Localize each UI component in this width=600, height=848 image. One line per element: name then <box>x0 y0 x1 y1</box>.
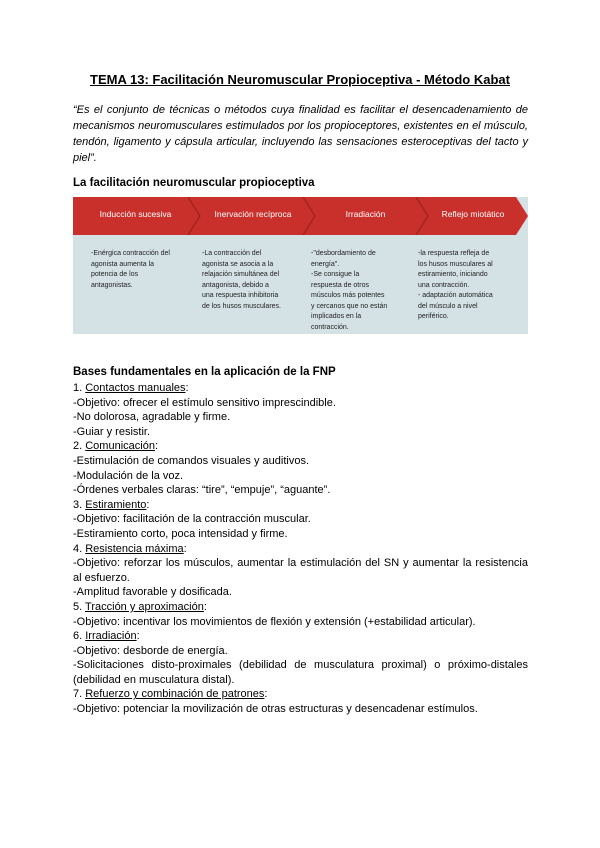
definition-quote: “Es el conjunto de técnicas o métodos cuya finalidad es facilitar el desencadenamiento de mecanismos neuromusculares estimulados por los propioceptores, existentes en el músculo, tendón, ligamento y cápsula articular, incluyendo las sensaciones esteroceptivas del tacto y piel”. <box>73 104 528 164</box>
step-text-line: antagonista, debido a <box>202 281 269 289</box>
list-item: -Amplitud favorable y dosificada. <box>73 586 232 599</box>
step-text-irradiacion <box>311 249 411 333</box>
base-heading-6: 6. Irradiación: <box>73 630 140 643</box>
step-text-line: implicados en la <box>311 313 362 320</box>
step-text-line: músculos más potentes <box>311 292 385 299</box>
bases-list <box>73 381 528 717</box>
list-item: -Objetivo: reforzar los músculos, aumentar la estimulación del SN y aumentar la resistencia al esfuerzo. <box>73 557 528 584</box>
step-text-line: agonista aumenta la <box>91 260 155 268</box>
step-text-line: -Enérgica contracción del <box>91 250 170 257</box>
list-item: -Objetivo: desborde de energía. <box>73 644 228 657</box>
base-heading-4: 4. Resistencia máxima: <box>73 542 187 555</box>
list-item: -Estiramiento corto, poca intensidad y firme. <box>73 527 288 540</box>
page-title: TEMA 13: Facilitación Neuromuscular Propioceptiva - Método Kabat <box>90 72 510 87</box>
step-text-line: relajación simultánea del <box>202 271 280 278</box>
base-number: 7. <box>73 688 86 701</box>
list-item: -Guiar y resistir. <box>73 425 151 438</box>
list-item: -No dolorosa, agradable y firme. <box>73 411 231 424</box>
list-item: -Objetivo: ofrecer el estímulo sensitivo imprescindible. <box>73 396 336 409</box>
step-label-inervacion: Inervación recíproca <box>214 209 292 219</box>
list-item: -Estimulación de comandos visuales y auditivos. <box>73 454 310 467</box>
step-text-line: -La contracción del <box>202 250 262 257</box>
step-text-line: agonista se asocia a la <box>202 260 274 268</box>
process-banner <box>73 197 528 235</box>
base-heading-text: Tracción y aproximación <box>85 600 204 613</box>
base-heading-2: 2. Comunicación: <box>73 440 158 453</box>
section-title: La facilitación neuromuscular propioceptiva <box>73 177 315 189</box>
bases-title: Bases fundamentales en la aplicación de la FNP <box>73 366 336 378</box>
base-heading-1: 1. Contactos manuales: <box>73 382 189 394</box>
step-text-line: energía". <box>311 260 340 268</box>
step-text-reflejo <box>418 249 523 323</box>
step-text-line: -la respuesta refleja de <box>418 250 490 257</box>
step-text-line: antagonistas. <box>91 281 133 289</box>
step-text-line: una contracción. <box>418 281 470 289</box>
step-text-line: -Se consigue la <box>311 271 360 278</box>
base-heading-text: Estiramiento <box>85 498 147 511</box>
base-heading-3: 3. Estiramiento: <box>73 498 150 511</box>
list-item: -Objetivo: facilitación de la contracción muscular. <box>73 513 311 526</box>
list-item: -Solicitaciones disto-proximales (debilidad de musculatura proximal) o próximo-distales (debilidad en musculatura distal). <box>73 659 528 686</box>
base-number: 3. <box>73 498 86 511</box>
base-heading-text: Comunicación <box>85 440 155 453</box>
step-text-inervacion <box>202 249 302 312</box>
list-item: -Modulación de la voz. <box>73 469 184 482</box>
base-number: 2. <box>73 440 86 453</box>
list-item: -Objetivo: incentivar los movimientos de flexión y extensión (+estabilidad articular). <box>73 615 476 628</box>
step-label-reflejo: Reflejo miotático <box>441 209 505 219</box>
step-text-line: respuesta de otros <box>311 281 369 289</box>
step-text-line: los husos musculares al <box>418 260 493 268</box>
base-heading-text: Contactos manuales <box>85 382 186 394</box>
step-text-line: - adaptación automática <box>418 292 493 299</box>
step-text-line: -"desbordamiento de <box>311 250 376 257</box>
base-heading-text: Irradiación <box>85 630 137 643</box>
step-text-line: del músculo a nivel <box>418 302 478 310</box>
step-text-line: estiramiento, iniciando <box>418 271 488 278</box>
base-number: 5. <box>73 600 86 613</box>
base-number: 6. <box>73 630 86 643</box>
step-text-line: de los husos musculares. <box>202 302 281 310</box>
base-heading-7: 7. Refuerzo y combinación de patrones: <box>73 688 268 701</box>
step-text-line: una respuesta inhibitoria <box>202 292 279 299</box>
base-heading-5: 5. Tracción y aproximación: <box>73 600 207 613</box>
list-item: -Objetivo: potenciar la movilización de otras estructuras y desencadenar estímulos. <box>73 703 478 716</box>
step-text-induccion <box>91 249 191 291</box>
base-heading-text: Resistencia máxima <box>85 542 184 555</box>
list-item: -Órdenes verbales claras: “tire”, “empuje”, “aguante”. <box>73 484 331 497</box>
step-text-line: potencia de los <box>91 271 139 278</box>
base-number: 4. <box>73 542 86 555</box>
fnp-process-diagram <box>73 197 528 334</box>
step-label-irradiacion: Irradiación <box>345 209 386 219</box>
step-text-line: periférico. <box>418 313 449 320</box>
step-text-line: y cercanos que no están <box>311 302 388 310</box>
base-number: 1. <box>73 382 86 394</box>
step-label-induccion: Inducción sucesiva <box>99 209 172 219</box>
base-heading-text: Refuerzo y combinación de patrones <box>85 688 265 701</box>
step-text-line: contracción. <box>311 323 349 331</box>
